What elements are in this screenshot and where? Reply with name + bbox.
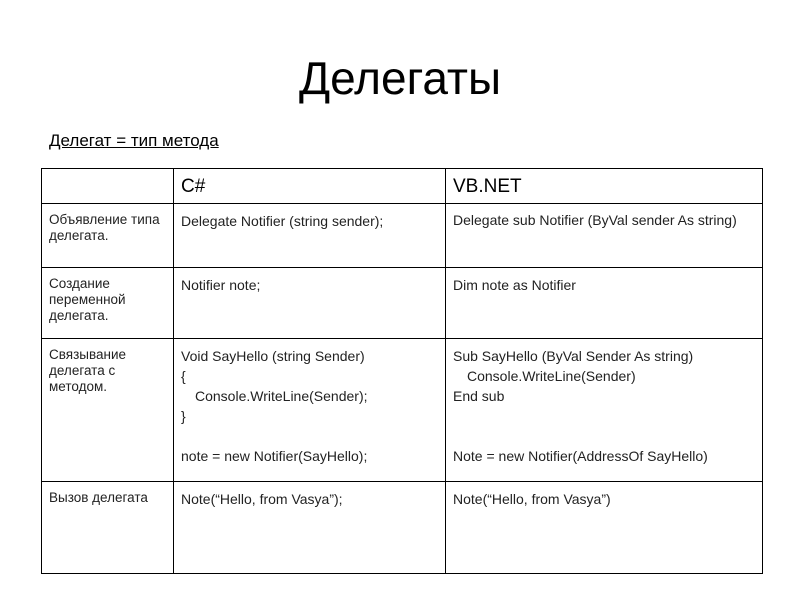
slide-title: Делегаты [298,52,502,104]
code-line [181,426,439,446]
table-row [42,339,763,482]
vbnet-cell [446,482,763,574]
code-line: Dim note as Notifier [453,277,576,293]
row-label-cell [42,482,174,574]
row-label: Объявление типа делегата. [49,212,160,243]
code-line [453,406,756,446]
code-line: Delegate sub Notifier (ByVal sender As string) [453,212,737,228]
row-label-cell [42,339,174,482]
row-label-cell [42,268,174,339]
code-line: End sub [453,388,505,404]
vbnet-cell [446,204,763,268]
row-label: Связывание делегата с методом. [49,347,127,394]
code-line: Console.WriteLine(Sender); [195,388,368,404]
code-line: note = new Notifier(SayHello); [181,448,368,464]
comparison-table [41,168,763,574]
csharp-cell [174,268,446,339]
row-label: Вызов делегата [49,490,148,505]
vbnet-cell [446,268,763,339]
code-line: Void SayHello (string Sender) [181,348,365,364]
code-line: } [181,408,186,424]
csharp-cell [174,339,446,482]
header-cell-empty [42,169,174,204]
code-line: { [181,368,186,384]
header-cell-csharp: C# [174,169,446,204]
table-header-row [42,169,763,204]
code-line: Delegate Notifier (string sender); [181,213,384,229]
code-line: Note(“Hello, from Vasya”); [181,491,343,507]
code-line: Note(“Hello, from Vasya”) [453,491,611,507]
table-row [42,204,763,268]
code-line: Sub SayHello (ByVal Sender As string) [453,348,694,364]
subtitle: Делегат = тип метода [49,131,219,150]
vbnet-cell [446,339,763,482]
row-label: Создание переменной делегата. [49,276,126,323]
code-line: Note = new Notifier(AddressOf SayHello) [453,448,708,464]
row-label-cell [42,204,174,268]
code-line: Notifier note; [181,277,261,293]
header-cell-vbnet: VB.NET [446,169,763,204]
csharp-cell [174,204,446,268]
code-line: Console.WriteLine(Sender) [467,368,636,384]
table-row [42,268,763,339]
csharp-cell [174,482,446,574]
table-row [42,482,763,574]
